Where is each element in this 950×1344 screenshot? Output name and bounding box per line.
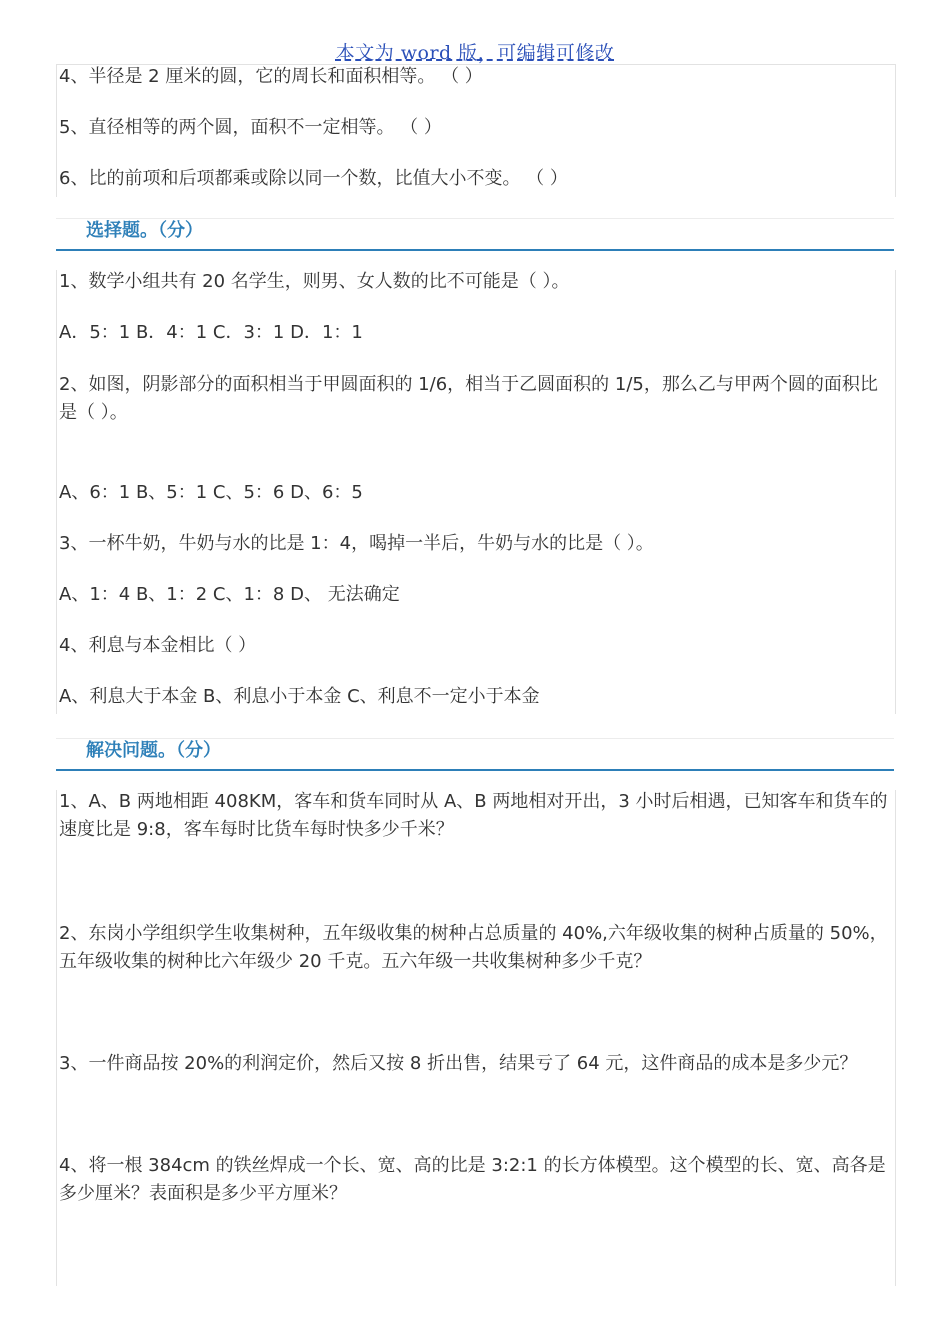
judge-box [56, 64, 896, 197]
judge-item-6: 6、比的前项和后项都乘或除以同一个数，比值大小不变。 （ ） [59, 168, 568, 189]
solve-q3: 3、一件商品按 20%的利润定价，然后又按 8 折出售，结果亏了 64 元，这件商品的成本是多少元？ [59, 1053, 858, 1074]
solve-section-title: 解决问题。（分） [86, 740, 221, 761]
choice-section-header [56, 218, 894, 251]
solve-section-header [56, 738, 894, 771]
choice-box [56, 270, 896, 714]
choice-q1-options: A．5：1 B．4：1 C．3：1 D．1：1 [59, 322, 363, 343]
solve-q4: 4、将一根 384cm 的铁丝焊成一个长、宽、高的比是 3:2:1 的长方体模型。这个模型的长、宽、高各是多少厘米？表面积是多少平方厘米？ [59, 1155, 886, 1204]
choice-q3: 3、一杯牛奶，牛奶与水的比是 1：4，喝掉一半后，牛奶与水的比是（ ）。 [59, 533, 654, 554]
header-link[interactable]: 本文为 word 版，可编辑可修改 [335, 42, 615, 64]
choice-q1: 1、数学小组共有 20 名学生，则男、女人数的比不可能是（ ）。 [59, 271, 570, 292]
judge-item-4: 4、半径是 2 厘米的圆，它的周长和面积相等。 （ ） [59, 66, 483, 87]
choice-q2: 2、如图，阴影部分的面积相当于甲圆面积的 1/6，相当于乙圆面积的 1/5，那么乙与甲两个圆的面积比是（ ）。 [59, 374, 878, 423]
solve-q2: 2、东岗小学组织学生收集树种，五年级收集的树种占总质量的 40%,六年级收集的树种占质量的 50%，五年级收集的树种比六年级少 20 千克。五六年级一共收集树种多少千克？ [59, 923, 888, 972]
choice-section-title: 选择题。（分） [86, 220, 203, 241]
solve-box [56, 790, 896, 1286]
solve-q1: 1、A、B 两地相距 408KM，客车和货车同时从 A、B 两地相对开出，3 小时后相遇，已知客车和货车的速度比是 9:8，客车每时比货车每时快多少千米？ [59, 791, 888, 840]
choice-q4: 4、利息与本金相比（ ） [59, 635, 257, 656]
choice-q4-options: A、利息大于本金 B、利息小于本金 C、利息不一定小于本金 [59, 686, 540, 707]
choice-q3-options: A、1：4 B、1：2 C、1：8 D、 无法确定 [59, 584, 400, 605]
choice-q2-options: A、6：1 B、5：1 C、5：6 D、6：5 [59, 482, 363, 503]
judge-item-5: 5、直径相等的两个圆，面积不一定相等。 （ ） [59, 117, 442, 138]
